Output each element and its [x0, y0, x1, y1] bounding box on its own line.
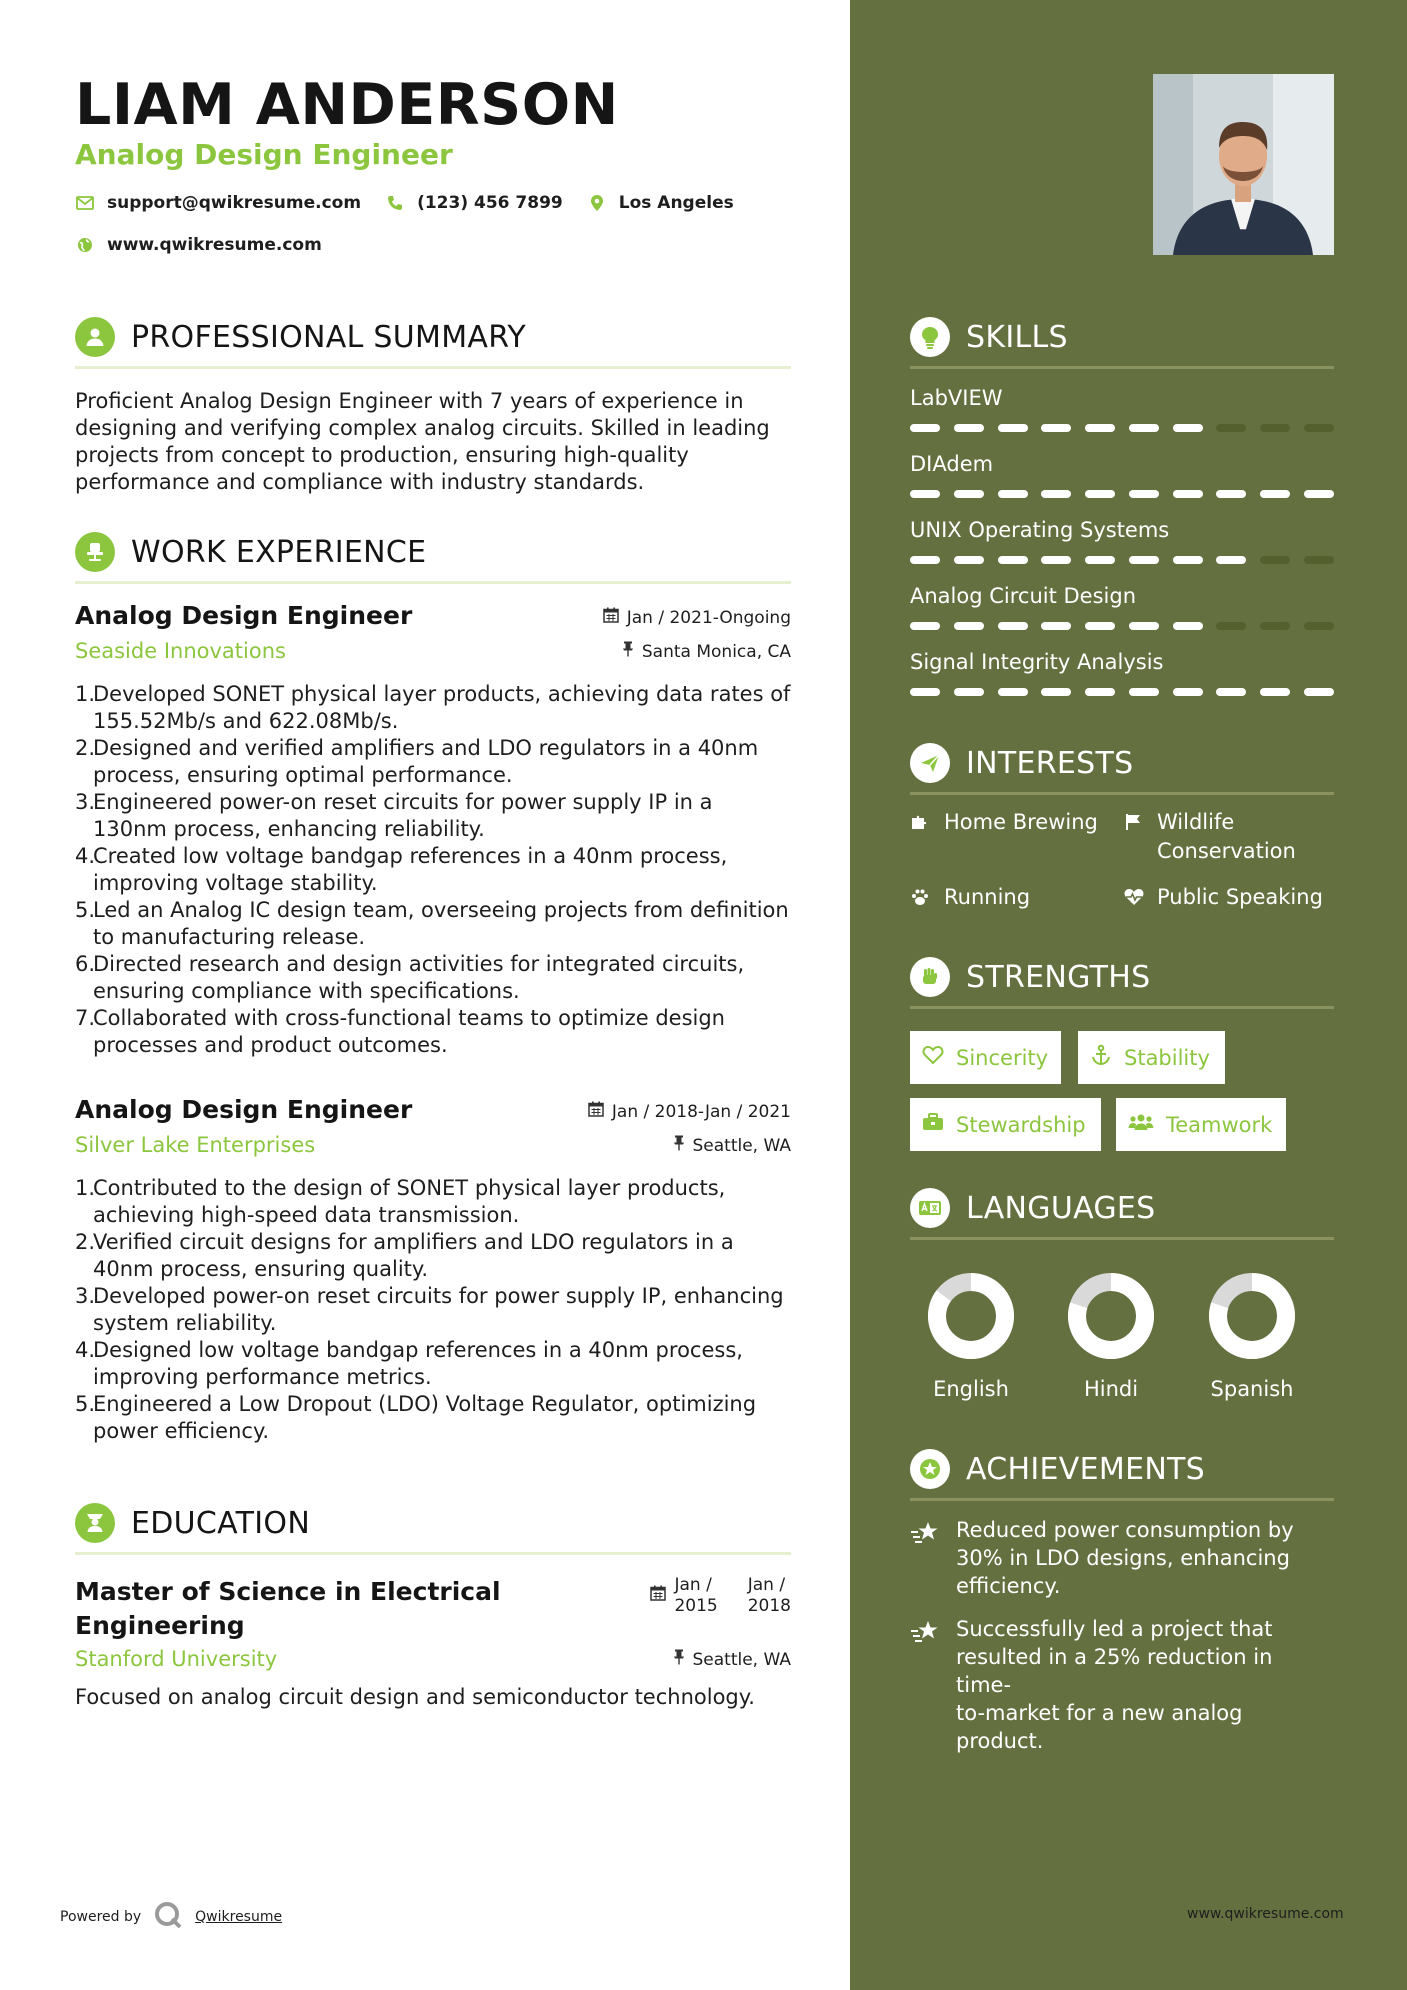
languages-heading: LANGUAGES [966, 1190, 1156, 1226]
job-company: Silver Lake Enterprises [75, 1133, 316, 1157]
list-item: 4. Designed low voltage bandgap references in a 40nm process, improving performance metrics. [75, 1338, 743, 1389]
footer-site[interactable]: www.qwikresume.com [1187, 1906, 1344, 1922]
skill-dash [1216, 556, 1246, 564]
skill-item [910, 584, 1334, 630]
skill-dash [1216, 688, 1246, 696]
skill-dash [1129, 424, 1159, 432]
skill-dash [1041, 622, 1071, 630]
language-name: Hindi [1083, 1377, 1139, 1401]
user-icon [75, 317, 115, 357]
profile-photo [1153, 74, 1334, 255]
divider [910, 1237, 1334, 1240]
skill-meter [910, 556, 1334, 564]
skill-dash [998, 490, 1028, 498]
contact-email[interactable]: support@qwikresume.com [107, 193, 362, 213]
skill-dash [1041, 688, 1071, 696]
skill-item [910, 386, 1334, 432]
skill-dash [1260, 688, 1290, 696]
strength-badge: Stewardship [910, 1098, 1101, 1151]
education-location: Seattle, WA [673, 1649, 792, 1670]
list-item: 6. Directed research and design activities for integrated circuits, ensuring compliance with specifications. [75, 952, 745, 1003]
end-month: Jan / [747, 1575, 786, 1595]
job-bullets [75, 1175, 791, 1445]
skill-name: Signal Integrity Analysis [910, 650, 1164, 674]
contact-row [75, 193, 734, 213]
brand-link[interactable]: Qwikresume [195, 1909, 283, 1925]
interests-heading: INTERESTS [966, 745, 1134, 781]
language-item [1051, 1271, 1171, 1401]
list-item: 1. Contributed to the design of SONET physical layer products, achieving high-speed data transmission. [75, 1176, 726, 1227]
calendar-icon [603, 607, 619, 628]
skill-dash [1260, 622, 1290, 630]
language-name: English [933, 1377, 1009, 1401]
skill-dash [1173, 622, 1203, 630]
language-item [1192, 1271, 1312, 1401]
job-location: Seattle, WA [673, 1135, 792, 1156]
pushpin-icon [622, 641, 634, 662]
job-title: Analog Design Engineer [75, 601, 413, 630]
candidate-name: LIAM ANDERSON [75, 72, 619, 138]
job-company: Seaside Innovations [75, 639, 286, 663]
list-item: 7. Collaborated with cross-functional teams to optimize design processes and product outcomes. [75, 1006, 725, 1057]
divider [910, 1498, 1334, 1501]
qwikresume-logo-icon [153, 1900, 183, 1934]
skill-dash [998, 622, 1028, 630]
skill-dash [1260, 424, 1290, 432]
end-year: 2018 [747, 1596, 791, 1616]
skill-dash [1173, 424, 1203, 432]
job-bullets [75, 681, 791, 1059]
skill-dash [1041, 424, 1071, 432]
globe-icon [75, 235, 95, 255]
education-entry [75, 1575, 791, 1715]
skill-dash [910, 556, 940, 564]
skill-dash [998, 424, 1028, 432]
summary-section [75, 316, 791, 496]
list-item: 1. Developed SONET physical layer products, achieving data rates of 155.52Mb/s and 622.08Mb/s. [75, 682, 791, 733]
list-item: 5. Engineered a Low Dropout (LDO) Voltage Regulator, optimizing power efficiency. [75, 1392, 757, 1443]
pushpin-icon [673, 1135, 685, 1156]
skill-dash [1260, 490, 1290, 498]
job-date: Jan / 2021-Ongoing [603, 607, 791, 628]
languages-section [910, 1187, 1334, 1240]
job-entry [75, 601, 791, 1061]
skill-dash [1216, 490, 1246, 498]
briefcase-icon [922, 1112, 944, 1137]
list-item: 4. Created low voltage bandgap references in a 40nm process, improving voltage stability. [75, 844, 728, 895]
interest-item: Wildlife Conservation [1123, 808, 1296, 866]
skill-dash [954, 556, 984, 564]
graduate-icon [75, 1503, 115, 1543]
puzzle-icon [910, 808, 932, 840]
skill-dash [1304, 622, 1334, 630]
list-item: 3. Developed power-on reset circuits for power supply IP, enhancing system reliability. [75, 1284, 784, 1335]
interests-section [910, 742, 1334, 795]
shooting-star-icon [910, 1516, 942, 1600]
skill-dash [1085, 424, 1115, 432]
contact-location: Los Angeles [618, 193, 734, 213]
list-item: 5. Led an Analog IC design team, overseeing projects from definition to manufacturing release. [75, 898, 789, 949]
skills-section [910, 316, 1334, 369]
candidate-title: Analog Design Engineer [75, 138, 453, 171]
skill-dash [1173, 688, 1203, 696]
skill-dash [1041, 556, 1071, 564]
pushpin-icon [673, 1649, 685, 1670]
education-dates [650, 1575, 791, 1617]
achievements-section [910, 1448, 1334, 1501]
envelope-icon [75, 193, 95, 213]
divider [910, 792, 1334, 795]
language-donut [926, 1271, 1016, 1361]
start-year: 2015 [674, 1596, 718, 1616]
summary-heading: PROFESSIONAL SUMMARY [131, 319, 527, 355]
skill-name: Analog Circuit Design [910, 584, 1137, 608]
start-month: Jan / [674, 1575, 712, 1595]
skill-dash [1216, 622, 1246, 630]
job-entry [75, 1095, 791, 1455]
school-name: Stanford University [75, 1647, 278, 1671]
skill-dash [910, 490, 940, 498]
experience-section [75, 531, 791, 584]
skill-dash [1173, 556, 1203, 564]
heart-icon [922, 1045, 944, 1070]
chair-icon [75, 532, 115, 572]
footer-powered [60, 1900, 282, 1934]
strength-badge: Stability [1078, 1031, 1225, 1084]
degree: Master of Science in Electrical Engineering [75, 1577, 501, 1640]
skill-item [910, 452, 1334, 498]
skill-name: UNIX Operating Systems [910, 518, 1170, 542]
list-item: 3. Engineered power-on reset circuits for power supply IP in a 130nm process, enhancing reliability. [75, 790, 713, 841]
education-heading: EDUCATION [131, 1505, 311, 1541]
divider [75, 581, 791, 584]
language-name: Spanish [1210, 1377, 1294, 1401]
divider [75, 366, 791, 369]
list-item: 2. Verified circuit designs for amplifiers and LDO regulators in a 40nm process, ensuring quality. [75, 1230, 734, 1281]
star-badge-icon [910, 1449, 950, 1489]
skill-dash [998, 556, 1028, 564]
powered-by-text: Powered by [60, 1909, 142, 1925]
strengths-heading: STRENGTHS [966, 959, 1151, 995]
skill-meter [910, 688, 1334, 696]
skill-item [910, 650, 1334, 696]
users-icon [1128, 1112, 1154, 1137]
divider [910, 366, 1334, 369]
paw-icon [910, 883, 932, 915]
skill-dash [1041, 490, 1071, 498]
skill-dash [1173, 490, 1203, 498]
strengths-section [910, 956, 1334, 1009]
skill-meter [910, 622, 1334, 630]
skill-dash [1304, 688, 1334, 696]
skill-dash [954, 490, 984, 498]
skill-dash [1129, 490, 1159, 498]
skill-name: DIAdem [910, 452, 994, 476]
skill-dash [954, 688, 984, 696]
skill-dash [954, 424, 984, 432]
language-donut [1066, 1271, 1156, 1361]
job-location: Santa Monica, CA [622, 641, 791, 662]
shooting-star-icon [910, 1615, 942, 1755]
interest-item: Public Speaking [1123, 883, 1323, 915]
skill-dash [954, 622, 984, 630]
contact-website[interactable]: www.qwikresume.com [107, 235, 322, 255]
skill-name: LabVIEW [910, 386, 1003, 410]
language-item [911, 1271, 1031, 1401]
list-item: 2. Designed and verified amplifiers and LDO regulators in a 40nm process, ensuring optimal performance. [75, 736, 759, 787]
skill-dash [1260, 556, 1290, 564]
skill-dash [1129, 556, 1159, 564]
skill-dash [1216, 424, 1246, 432]
anchor-icon [1090, 1044, 1112, 1071]
lightbulb-icon [910, 317, 950, 357]
map-pin-icon [587, 193, 607, 213]
skill-dash [1085, 622, 1115, 630]
skill-dash [1304, 556, 1334, 564]
skill-item [910, 518, 1334, 564]
paper-plane-icon [910, 743, 950, 783]
skill-dash [910, 688, 940, 696]
skills-heading: SKILLS [966, 319, 1068, 355]
skill-dash [1085, 556, 1115, 564]
experience-heading: WORK EXPERIENCE [131, 534, 427, 570]
language-icon [910, 1188, 950, 1228]
job-title: Analog Design Engineer [75, 1095, 413, 1124]
skill-dash [910, 622, 940, 630]
divider [910, 1006, 1334, 1009]
skill-dash [1129, 622, 1159, 630]
fist-icon [910, 957, 950, 997]
skill-dash [1129, 688, 1159, 696]
language-donut [1207, 1271, 1297, 1361]
job-date: Jan / 2018-Jan / 2021 [588, 1101, 791, 1122]
heartbeat-icon [1123, 883, 1145, 915]
skill-dash [1304, 490, 1334, 498]
skill-dash [1085, 490, 1115, 498]
phone-icon [385, 193, 405, 213]
education-description: Focused on analog circuit design and semiconductor technology. [75, 1685, 755, 1709]
website-row [75, 235, 322, 255]
strength-badge: Teamwork [1116, 1098, 1286, 1151]
strength-badge: Sincerity [910, 1031, 1061, 1084]
skill-meter [910, 490, 1334, 498]
contact-phone[interactable]: (123) 456 7899 [417, 193, 563, 213]
skill-dash [998, 688, 1028, 696]
achievement-item: Successfully led a project that resulted in a 25% reduction in time- to-market for a new analog product. [910, 1615, 1334, 1755]
skill-meter [910, 424, 1334, 432]
divider [75, 1552, 791, 1555]
interest-item: Running [910, 883, 1030, 915]
skill-dash [1085, 688, 1115, 696]
skill-dash [1304, 424, 1334, 432]
education-section [75, 1502, 791, 1555]
calendar-icon [588, 1101, 604, 1122]
flag-icon [1123, 808, 1145, 866]
summary-text: Proficient Analog Design Engineer with 7 years of experience in designing and verifying complex analog circuits. Skilled in leading projects from concept to production, ensuring high-quality performance and compliance with industry standards. [75, 389, 770, 494]
calendar-icon [650, 1585, 666, 1607]
skill-dash [910, 424, 940, 432]
achievement-item: Reduced power consumption by 30% in LDO designs, enhancing efficiency. [910, 1516, 1334, 1600]
interest-item: Home Brewing [910, 808, 1098, 840]
achievements-heading: ACHIEVEMENTS [966, 1451, 1206, 1487]
